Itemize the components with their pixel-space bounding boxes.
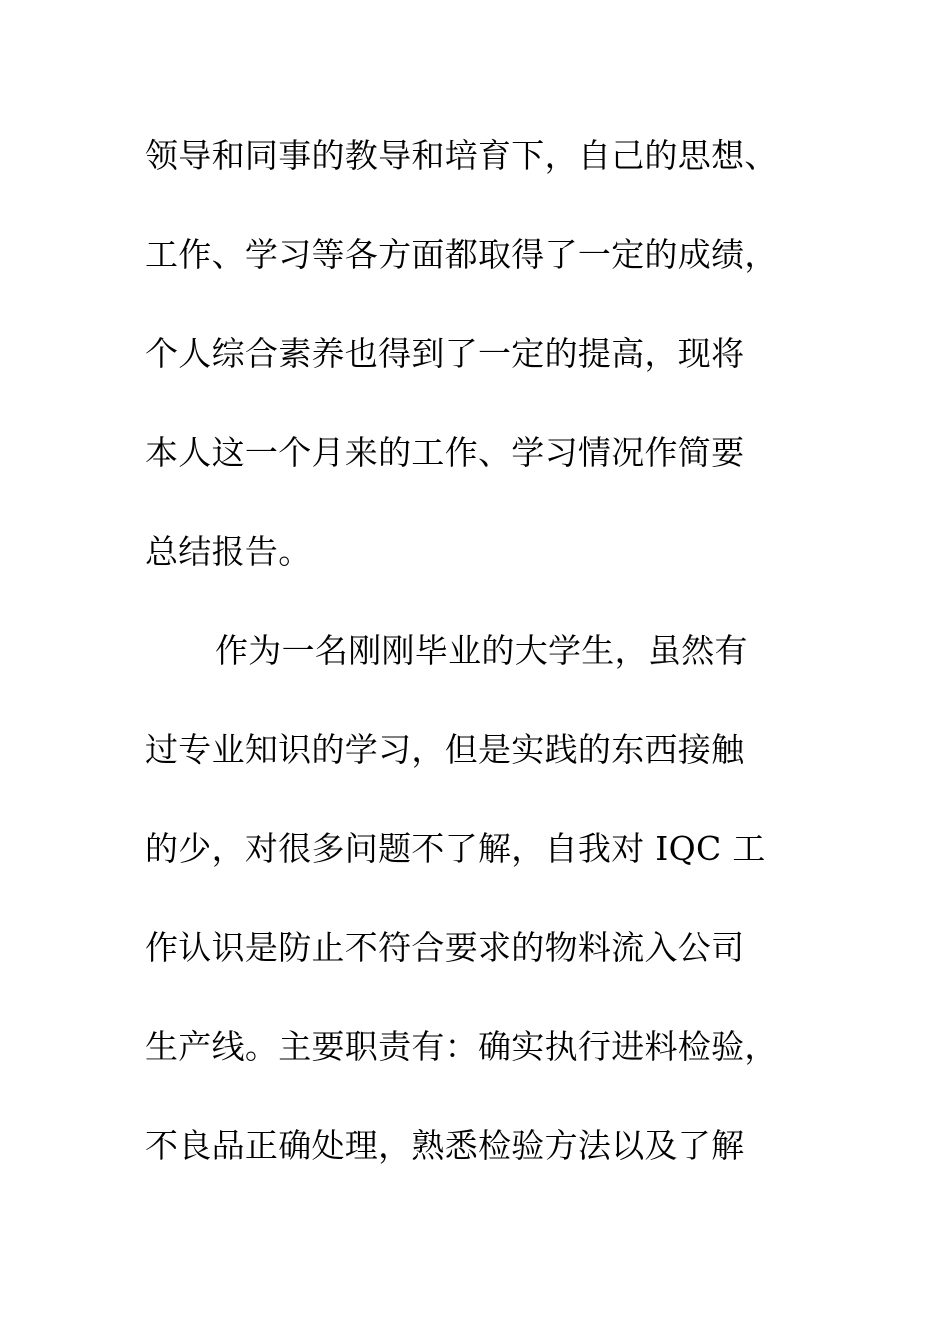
text-line: 个人综合素养也得到了一定的提高，现将 [145,334,745,373]
text-line: 本人这一个月来的工作、学习情况作简要 [145,433,745,472]
text-line: 生产线。主要职责有：确实执行进料检验， [145,1027,778,1066]
paragraph-first-line: 作为一名刚刚毕业的大学生，虽然有 [215,631,748,670]
text-line: 的少，对很多问题不了解，自我对 IQC 工 [145,829,766,868]
text-line: 领导和同事的教导和培育下，自己的思想、 [145,136,778,175]
body-text [145,127,825,1216]
text-line: 过专业知识的学习，但是实践的东西接触 [145,730,745,769]
text-line: 工作、学习等各方面都取得了一定的成绩， [145,235,778,274]
text-line: 不良品正确处理，熟悉检验方法以及了解 [145,1126,745,1165]
text-line: 总结报告。 [145,532,312,571]
text-line: 作认识是防止不符合要求的物料流入公司 [145,928,745,967]
